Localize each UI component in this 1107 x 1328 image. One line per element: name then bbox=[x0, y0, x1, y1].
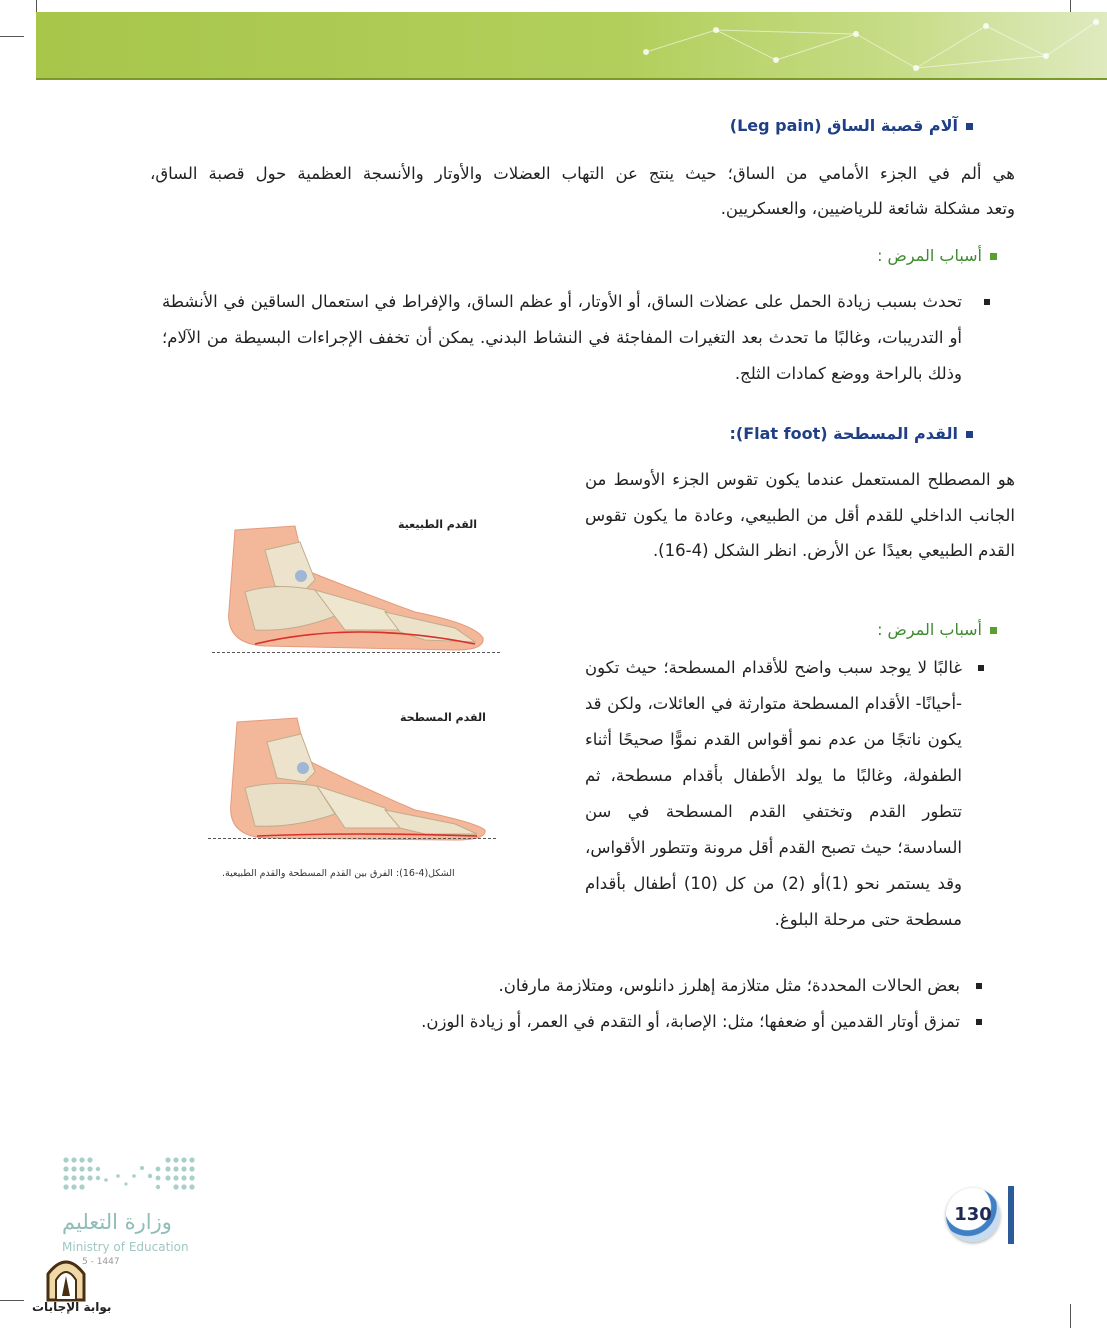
heading-bullet-icon bbox=[966, 431, 973, 438]
bullet-icon bbox=[978, 665, 984, 671]
heading-text: القدم المسطحة (Flat foot): bbox=[729, 424, 958, 443]
subheading-text: أسباب المرض : bbox=[877, 246, 982, 265]
flat-foot-paragraph: هو المصطلح المستعمل عندما يكون تقوس الجزء الأوسط من الجانب الداخلي للقدم أقل من الطبيعي، وعادة ما يكون تقوس القدم الطبيعي بعيدًا عن الأرض. انظر الشكل (4-16). bbox=[585, 470, 1015, 560]
crop-mark bbox=[1070, 1304, 1071, 1328]
crop-mark bbox=[0, 36, 24, 37]
paragraph-line: وتعد مشكلة شائعة للرياضيين، والعسكريين. bbox=[720, 199, 1015, 218]
ministry-name-arabic: وزارة التعليم bbox=[62, 1210, 172, 1234]
flat-foot-illustration bbox=[205, 714, 505, 844]
page-number: 130 bbox=[954, 1204, 992, 1225]
bullet-item bbox=[162, 284, 990, 392]
ground-line bbox=[208, 838, 496, 839]
bullet-text: تمزق أوتار القدمين أو ضعفها؛ مثل: الإصابة، أو التقدم في العمر، أو زيادة الوزن. bbox=[421, 1012, 960, 1031]
normal-foot-illustration bbox=[205, 520, 505, 660]
page-badge-tab bbox=[1008, 1186, 1014, 1244]
figure-caption: الشكل(4-16): الفرق بين القدم المسطحة والقدم الطبيعية. bbox=[222, 868, 455, 879]
causes-subheading bbox=[877, 246, 997, 265]
edition-year: 5 - 1447 bbox=[82, 1257, 120, 1267]
normal-foot-label: القدم الطبيعية bbox=[398, 518, 478, 531]
banner-underline bbox=[36, 78, 1107, 80]
ministry-logo-dots-icon bbox=[62, 1156, 198, 1196]
subheading-bullet-icon bbox=[990, 627, 997, 634]
bullet-icon bbox=[984, 299, 990, 305]
ground-line bbox=[212, 652, 500, 653]
bullet-item bbox=[300, 968, 960, 1004]
bullet-item bbox=[300, 1004, 960, 1040]
subheading-text: أسباب المرض : bbox=[877, 620, 982, 639]
heading-bullet-icon bbox=[966, 123, 973, 130]
bullet-item bbox=[585, 650, 962, 938]
section-heading-flat-foot bbox=[730, 424, 974, 443]
heading-text: آلام قصبة الساق (Leg pain) bbox=[729, 116, 958, 135]
causes-subheading bbox=[877, 620, 997, 639]
crop-mark bbox=[0, 1300, 24, 1301]
bullet-icon bbox=[976, 983, 982, 989]
answers-gate-logo-icon bbox=[44, 1256, 88, 1302]
section-heading-leg-pain bbox=[730, 116, 973, 135]
ministry-name-english: Ministry of Education bbox=[62, 1240, 189, 1254]
header-banner bbox=[36, 12, 1107, 80]
bullet-text: بعض الحالات المحددة؛ مثل متلازمة إهلرز دانلوس، ومتلازمة مارفان. bbox=[498, 976, 960, 995]
watermark-text: بوابة الإجابات bbox=[32, 1300, 112, 1314]
leg-pain-paragraph bbox=[150, 156, 1015, 226]
network-pattern-icon bbox=[36, 12, 1107, 80]
bullet-icon bbox=[976, 1019, 982, 1025]
paragraph-line: هي ألم في الجزء الأمامي من الساق؛ حيث ينتج عن التهاب العضلات والأوتار والأنسجة العظمية حول قصبة الساق، bbox=[150, 164, 1015, 183]
flat-foot-label: القدم المسطحة bbox=[400, 711, 486, 724]
subheading-bullet-icon bbox=[990, 253, 997, 260]
bullet-text: غالبًا لا يوجد سبب واضح للأقدام المسطحة؛ حيث تكون -أحيانًا- الأقدام المسطحة متوارثة في العائلات، ولكن قد يكون ناتجًا من عدم نمو أقواس القدم نموًّا صحيحًا أثناء الطفولة، وغالبًا ما يولد الأطفال بأقدام مسطحة، ثم تتطور القدم وتختفي القدم المسطحة في سن السادسة؛ حيث تصبح القدم أقل مرونة وتتطور الأقواس، وقد يستمر نحو (1)أو (2) من كل (10) أطفال بأقدام مسطحة حتى مرحلة البلوغ. bbox=[585, 658, 962, 929]
bullet-text: تحدث بسبب زيادة الحمل على عضلات الساق، أو الأوتار، أو عظم الساق، والإفراط في استعمال الساقين في الأنشطة أو التدريبات، وغالبًا ما تحدث بعد التغيرات المفاجئة في النشاط البدني. يمكن أن تخفف الإجراءات البسيطة من الآلام؛ وذلك بالراحة ووضع كمادات الثلج. bbox=[162, 292, 962, 383]
